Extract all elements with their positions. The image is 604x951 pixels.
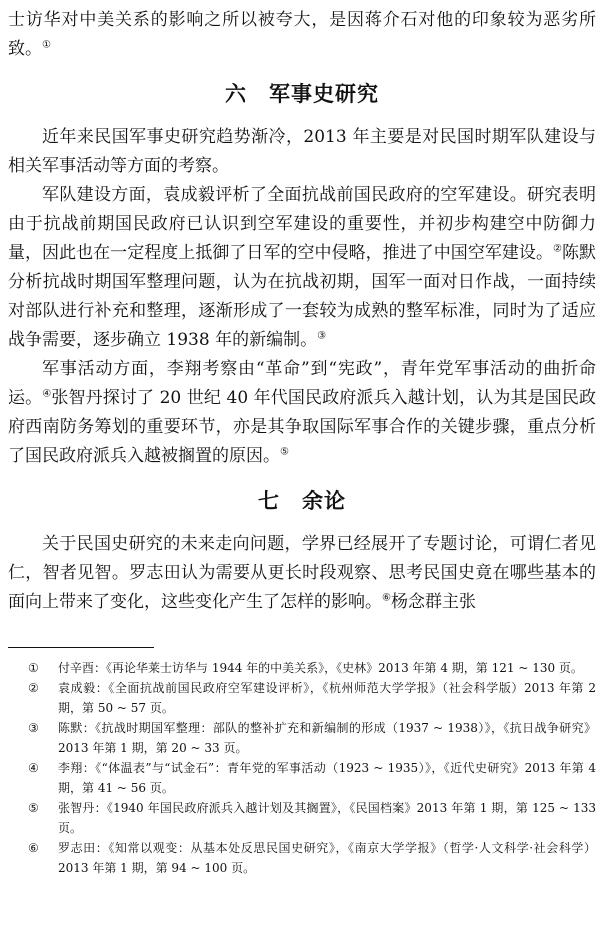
footnote-mark: ③	[28, 721, 39, 735]
section-heading-conclusion	[8, 485, 596, 515]
body-paragraph	[8, 181, 596, 355]
footnote-mark: ④	[28, 761, 39, 775]
footnote-mark: ⑤	[28, 801, 39, 815]
footnote-item	[8, 758, 596, 798]
intro-text: 士访华对中美关系的影响之所以被夸大，是因蒋介石对他的印象较为恶劣所致。	[8, 10, 596, 59]
body-paragraph	[8, 355, 596, 471]
paragraph-text: 关于民国史研究的未来走向问题，学界已经展开了专题讨论，可谓仁者见仁，智者见智。罗志田认为需要从更长时段观察、思考民国史竟在哪些基本的面向上带来了变化，这些变化产生了怎样的影响。	[8, 534, 596, 612]
footnote-text: 张智丹：《1940 年国民政府派兵入越计划及其搁置》，《民国档案》2013 年第 1 期，第 125 ~ 133 页。	[58, 801, 596, 835]
section-number: 六	[225, 82, 247, 106]
footnote-ref-3[interactable]: ③	[317, 330, 327, 342]
footnote-ref-4[interactable]: ④	[42, 388, 52, 400]
section-number: 七	[258, 489, 280, 513]
footnote-text: 付辛酉：《再论华莱士访华与 1944 年的中美关系》，《史林》2013 年第 4 期，第 121 ~ 130 页。	[58, 661, 583, 675]
paragraph-text: 军队建设方面，袁成毅评析了全面抗战前国民政府的空军建设。研究表明由于抗战前期国民政府已认识到空军建设的重要性，并初步构建空中防御力量，因此也在一定程度上抵御了日军的空中侵略，推进了中国空军建设。	[8, 185, 596, 263]
footnote-text: 李翔：《“体温表”与“试金石”：青年党的军事活动（1923 ~ 1935）》，《近代史研究》2013 年第 4 期，第 41 ~ 56 页。	[58, 761, 596, 795]
footnote-mark: ⑥	[28, 841, 39, 855]
footnote-list	[8, 658, 596, 878]
footnote-text: 袁成毅：《全面抗战前国民政府空军建设评析》，《杭州师范大学学报》（社会科学版）2013 年第 2 期，第 50 ~ 57 页。	[58, 681, 596, 715]
paragraph-text: 张智丹探讨了 20 世纪 40 年代国民政府派兵入越计划，认为其是国民政府西南防务筹划的重要环节，亦是其争取国际军事合作的关键步骤，重点分析了国民政府派兵入越被搁置的原因。	[8, 388, 596, 466]
footnote-divider	[8, 647, 154, 648]
footnote-mark: ①	[28, 661, 39, 675]
footnote-text: 罗志田：《知常以观变：从基本处反思民国史研究》，《南京大学学报》（哲学·人文科学·社会科学）2013 年第 1 期，第 94 ~ 100 页。	[58, 841, 596, 875]
footnote-item	[8, 838, 596, 878]
paragraph-text: 军事活动方面，李翔考察由“革命”到“宪政”，青年党军事活动的曲折命运。	[8, 359, 596, 408]
footnote-ref-1[interactable]: ①	[42, 39, 51, 51]
paragraph-text: 陈默分析抗战时期国军整理问题，认为在抗战初期，国军一面对日作战，一面持续对部队进行补充和整理，逐渐形成了一套较为成熟的整军标准，同时为了适应战争需要，逐步确立 1938 年的新编制。	[8, 243, 596, 350]
footnote-item	[8, 798, 596, 838]
footnote-mark: ②	[28, 681, 39, 695]
section-title: 军事史研究	[269, 82, 379, 106]
section-title: 余论	[302, 489, 346, 513]
footnote-ref-6[interactable]: ⑥	[382, 592, 391, 604]
intro-paragraph	[8, 6, 596, 64]
footnote-text: 陈默：《抗战时期国军整理：部队的整补扩充和新编制的形成（1937 ~ 1938）》，《抗日战争研究》2013 年第 1 期，第 20 ~ 33 页。	[58, 721, 596, 755]
section-heading-military-history	[8, 78, 596, 108]
footnote-item	[8, 658, 596, 678]
footnote-ref-5[interactable]: ⑤	[280, 446, 289, 458]
footnote-item	[8, 718, 596, 758]
footnote-ref-2[interactable]: ②	[552, 243, 562, 255]
footnote-item	[8, 678, 596, 718]
paragraph-text: 杨念群主张	[390, 592, 476, 612]
body-paragraph	[8, 530, 596, 617]
body-paragraph: 近年来民国军事史研究趋势渐冷，2013 年主要是对民国时期军队建设与相关军事活动等方面的考察。	[8, 127, 596, 176]
